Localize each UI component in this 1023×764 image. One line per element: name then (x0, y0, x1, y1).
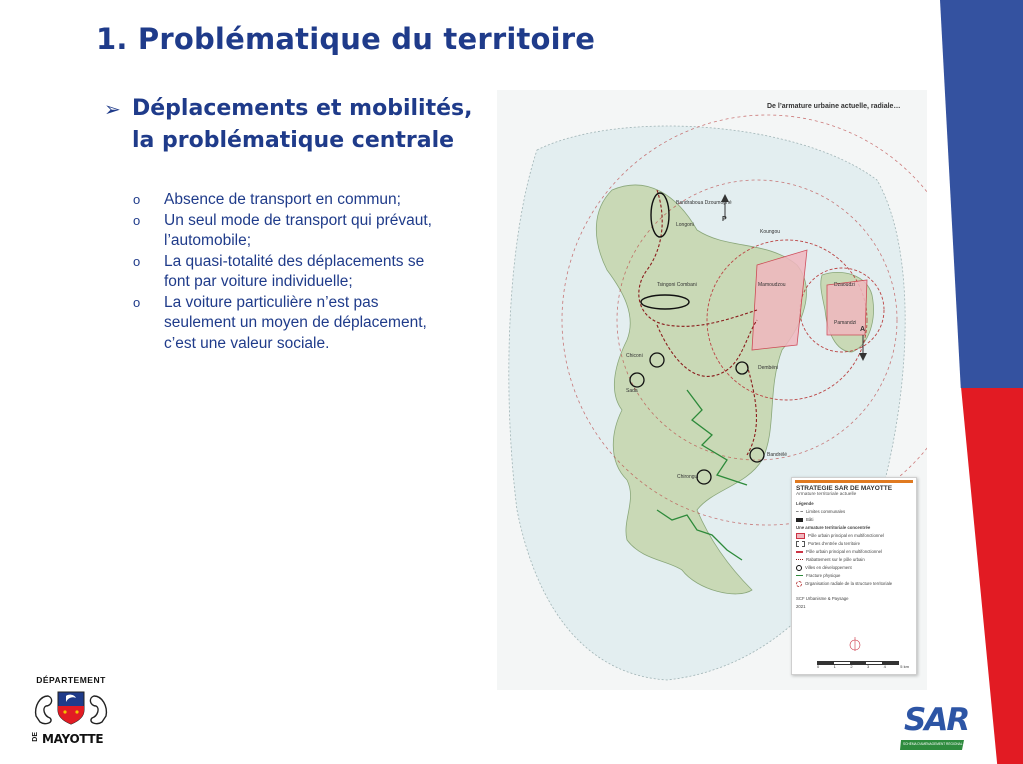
legend-row: Villes en développement (796, 565, 912, 572)
north-arrow-icon (848, 636, 862, 652)
circle-bullet-icon: o (133, 294, 141, 310)
subtitle-line-1: Déplacements et mobilités, (132, 96, 473, 121)
subtitle-line-2: la problématique centrale (132, 128, 455, 153)
map-marker-p: P (722, 216, 727, 223)
place-label: Pamandzi (834, 320, 857, 326)
circle-bullet-icon: o (133, 253, 141, 269)
place-label: Bandrélé (767, 452, 788, 458)
legend-title: STRATEGIE SAR DE MAYOTTE (796, 485, 893, 492)
list-item (133, 293, 443, 355)
list-item (133, 190, 443, 211)
list-item (133, 211, 443, 252)
legend-credit: SCF Urbanisme & Paysage (796, 596, 849, 601)
place-label: Mamoudzou (758, 282, 786, 288)
map-legend (791, 477, 917, 675)
sar-logo-subtext: SCHÉMA D'AMÉNAGEMENT RÉGIONAL (903, 742, 963, 746)
scale-labels: 0 1 2 3 4 5 km (817, 664, 909, 669)
place-label: Bandraboua Dzoumogné (676, 200, 732, 206)
legend-heading: Légende (796, 501, 814, 506)
legend-row: Pôle urbain principal en multifonctionnel (796, 533, 912, 540)
dept-logo-line1: DÉPARTEMENT (36, 675, 106, 685)
sar-logo-text: SAR (904, 702, 969, 738)
slide-title: 1. Problématique du territoire (96, 22, 596, 56)
sar-logo (898, 700, 968, 752)
legend-subtitle: Armature territoriale actuelle (796, 492, 857, 497)
dept-logo-de: DE (32, 732, 39, 742)
legend-row: Pôle urbain principal en multifonctionnel (796, 549, 912, 556)
circle-bullet-icon: o (133, 192, 141, 207)
coat-of-arms-icon (32, 686, 110, 730)
legend-year: 2021 (796, 604, 806, 609)
place-label: Koungou (760, 229, 781, 235)
legend-row: Organisation radiale de la structure territoriale (796, 581, 912, 588)
place-label: Tsingoni Combani (657, 282, 697, 288)
place-label: Sada (626, 388, 638, 394)
map-caption: De l’armature urbaine actuelle, radiale… (767, 103, 901, 110)
place-label: Chirongui (677, 474, 699, 480)
arrow-bullet-icon: ➢ (104, 97, 121, 121)
legend-row: Rabattement sur le pôle urbain (796, 557, 912, 564)
place-label: Chiconi (626, 353, 643, 359)
list-item-text: La quasi-totalité des déplacements se font par voiture individuelle; (164, 252, 425, 290)
circle-bullet-icon: o (133, 212, 141, 228)
legend-row: Limites communales (796, 509, 912, 516)
legend-row: Portes d’entrée du territoire (796, 541, 912, 548)
departement-mayotte-logo (28, 675, 113, 750)
list-item-text: Absence de transport en commun; (164, 191, 401, 208)
list-item (133, 252, 443, 293)
legend-row: Une armature territoriale concentrée (796, 525, 871, 530)
map-marker-a: A (860, 326, 866, 333)
legend-accent-bar (795, 480, 913, 483)
place-label: Dembéni (758, 365, 779, 371)
bullet-list (133, 190, 443, 354)
list-item-text: La voiture particulière n’est pas seulement un moyen de déplacement, c’est une valeur sociale. (164, 293, 427, 352)
slide-subtitle (132, 93, 492, 157)
legend-row: Bâti (796, 517, 912, 524)
decor-stripe-blue (940, 0, 1023, 388)
legend-row: Fracture physique (796, 573, 912, 580)
dept-logo-line2: MAYOTTE (42, 732, 104, 746)
place-label: Dzaoudzi (834, 282, 855, 288)
place-label: Longoni (676, 222, 694, 228)
list-item-text: Un seul mode de transport qui prévaut, l’automobile; (164, 211, 432, 249)
